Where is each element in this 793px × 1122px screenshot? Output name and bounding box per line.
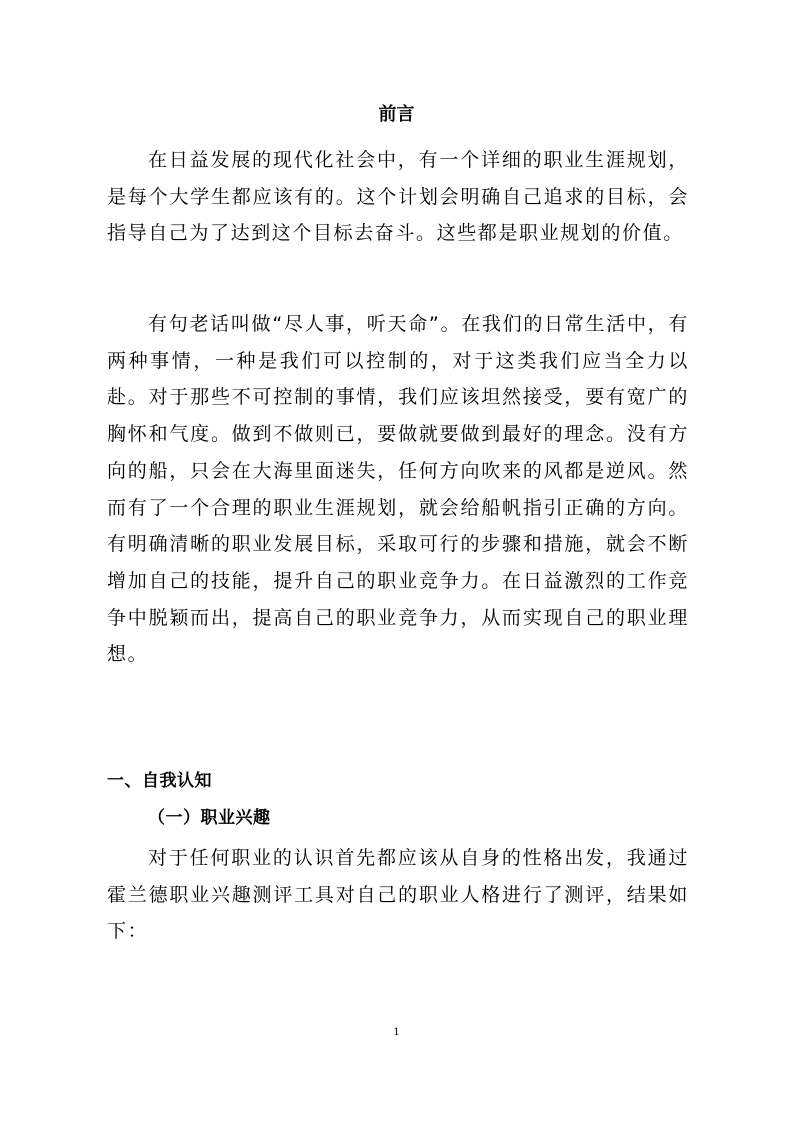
preface-paragraph-2: 有句老话叫做“尽人事，听天命”。在我们的日常生活中，有两种事情，一种是我们可以控制的，对于这类我们应当全力以赴。对于那些不可控制的事情，我们应该坦然接受，要有宽广的胸怀和气度。做到不做则已，要做就要做到最好的理念。没有方向的船，只会在大海里面迷失，任何方向吹来的风都是逆风。然而有了一个合理的职业生涯规划，就会给船帆指引正确的方向。有明确清晰的职业发展目标，采取可行的步骤和措施，就会不断增加自己的技能，提升自己的职业竞争力。在日益激烈的工作竞争中脱颖而出，提高自己的职业竞争力，从而实现自己的职业理想。	[107, 313, 689, 666]
page-title: 前言	[378, 104, 415, 125]
section-paragraph: 对于任何职业的认识首先都应该从自身的性格出发，我通过霍兰德职业兴趣测评工具对自己的职业人格进行了测评，结果如下：	[107, 847, 689, 943]
section-heading: 一、自我认知	[107, 771, 212, 791]
subsection-heading: （一）职业兴趣	[148, 808, 271, 828]
page-number: 1	[393, 1027, 400, 1038]
preface-paragraph-1: 在日益发展的现代化社会中，有一个详细的职业生涯规划，是每个大学生都应该有的。这个计划会明确自己追求的目标，会指导自己为了达到这个目标去奋斗。这些都是职业规划的价值。	[107, 149, 689, 245]
